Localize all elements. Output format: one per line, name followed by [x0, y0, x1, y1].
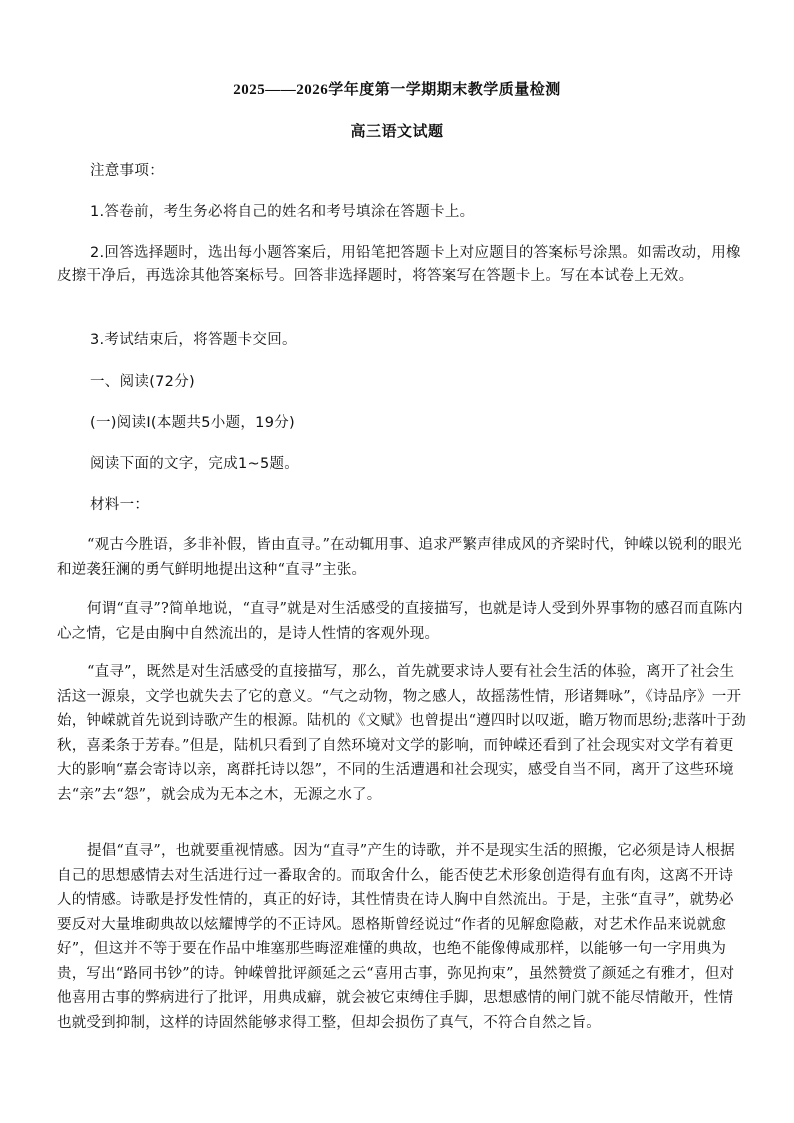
passage-paragraph: “直寻”，既然是对生活感受的直接描写，那么，首先就要求诗人要有社会生活的体验，离开了社会生活这一源泉，文学也就失去了它的意义。“气之动物，物之感人，故摇荡性情，形诸舞咏”，《诗品序》一开始，钟嵘就首先说到诗歌产生的根源。陆机的《文赋》也曾提出“遵四时以叹逝，瞻万物而思纷;悲落叶于劲秋，喜柔条于芳春。”但是，陆机只看到了自然环境对文学的影响，而钟嵘还看到了社会现实对文学有着更大的影响“嘉会寄诗以亲，离群托诗以怨”，不同的生活遭遇和社会现实，感受自当不同，离开了这些环境去“亲”去“怨”，就会成为无本之木，无源之水了。	[57, 664, 746, 803]
notice-heading: 注意事项：	[90, 163, 164, 179]
section-heading: 一、阅读(72分)	[90, 374, 195, 390]
passage-paragraph: “观古今胜语，多非补假，皆由直寻。”在动辄用事、追求严繁声律成风的齐梁时代，钟嵘以锐利的眼光和逆袭狂澜的勇气鲜明地提出这种“直寻”主张。	[57, 537, 742, 578]
passage-paragraph: 提倡“直寻”，也就要重视情感。因为“直寻”产生的诗歌，并不是现实生活的照搬，它必须是诗人根据自己的思想感情去对生活进行过一番取舍的。而取舍什么，能否使艺术形象创造得有血有肉，这离不开诗人的情感。诗歌是抒发性情的，真正的好诗，其性情贵在诗人胸中自然流出。于是，主张“直寻”，就势必要反对大量堆砌典故以炫耀博学的不正诗风。恩格斯曾经说过“作者的见解愈隐蔽，对艺术作品来说就愈好”，但这并不等于要在作品中堆塞那些晦涩难懂的典故，也绝不能像傅咸那样，以能够一句一字用典为贵，写出“路同书钞”的诗。钟嵘曾批评颜延之云“喜用古事，弥见拘束”，虽然赞赏了颜延之有雅才，但对他喜用古事的弊病进行了批评，用典成癖，就会被它束缚住手脚，思想感情的闸门就不能尽情敞开，性情也就受到抑制，这样的诗固然能够求得工整，但却会损伤了真气，不符合自然之旨。	[57, 843, 735, 1031]
notice-item-3: 3.考试结束后，将答题卡交回。	[90, 332, 297, 348]
exam-subtitle: 高三语文试题	[350, 124, 444, 140]
material-label: 材料一：	[90, 497, 150, 513]
notice-item-1: 1.答卷前，考生务必将自己的姓名和考号填涂在答题卡上。	[90, 204, 475, 220]
exam-title: 2025——2026学年度第一学期期末教学质量检测	[233, 82, 561, 98]
section-sub-heading: (一)阅读Ⅰ(本题共5小题，19分)	[90, 415, 295, 431]
section-instruction: 阅读下面的文字，完成1~5题。	[90, 456, 300, 472]
passage-paragraph: 何谓“直寻”?简单地说，“直寻”就是对生活感受的直接描写，也就是诗人受到外界事物的感召而直陈内心之情，它是由胸中自然流出的，是诗人性情的客观外现。	[57, 601, 743, 642]
notice-item-2: 2.回答选择题时，选出每小题答案后，用铅笔把答题卡上对应题目的答案标号涂黑。如需改动，用橡皮擦干净后，再选涂其他答案标号。回答非选择题时，将答案写在答题卡上。写在本试卷上无效。	[57, 245, 741, 284]
